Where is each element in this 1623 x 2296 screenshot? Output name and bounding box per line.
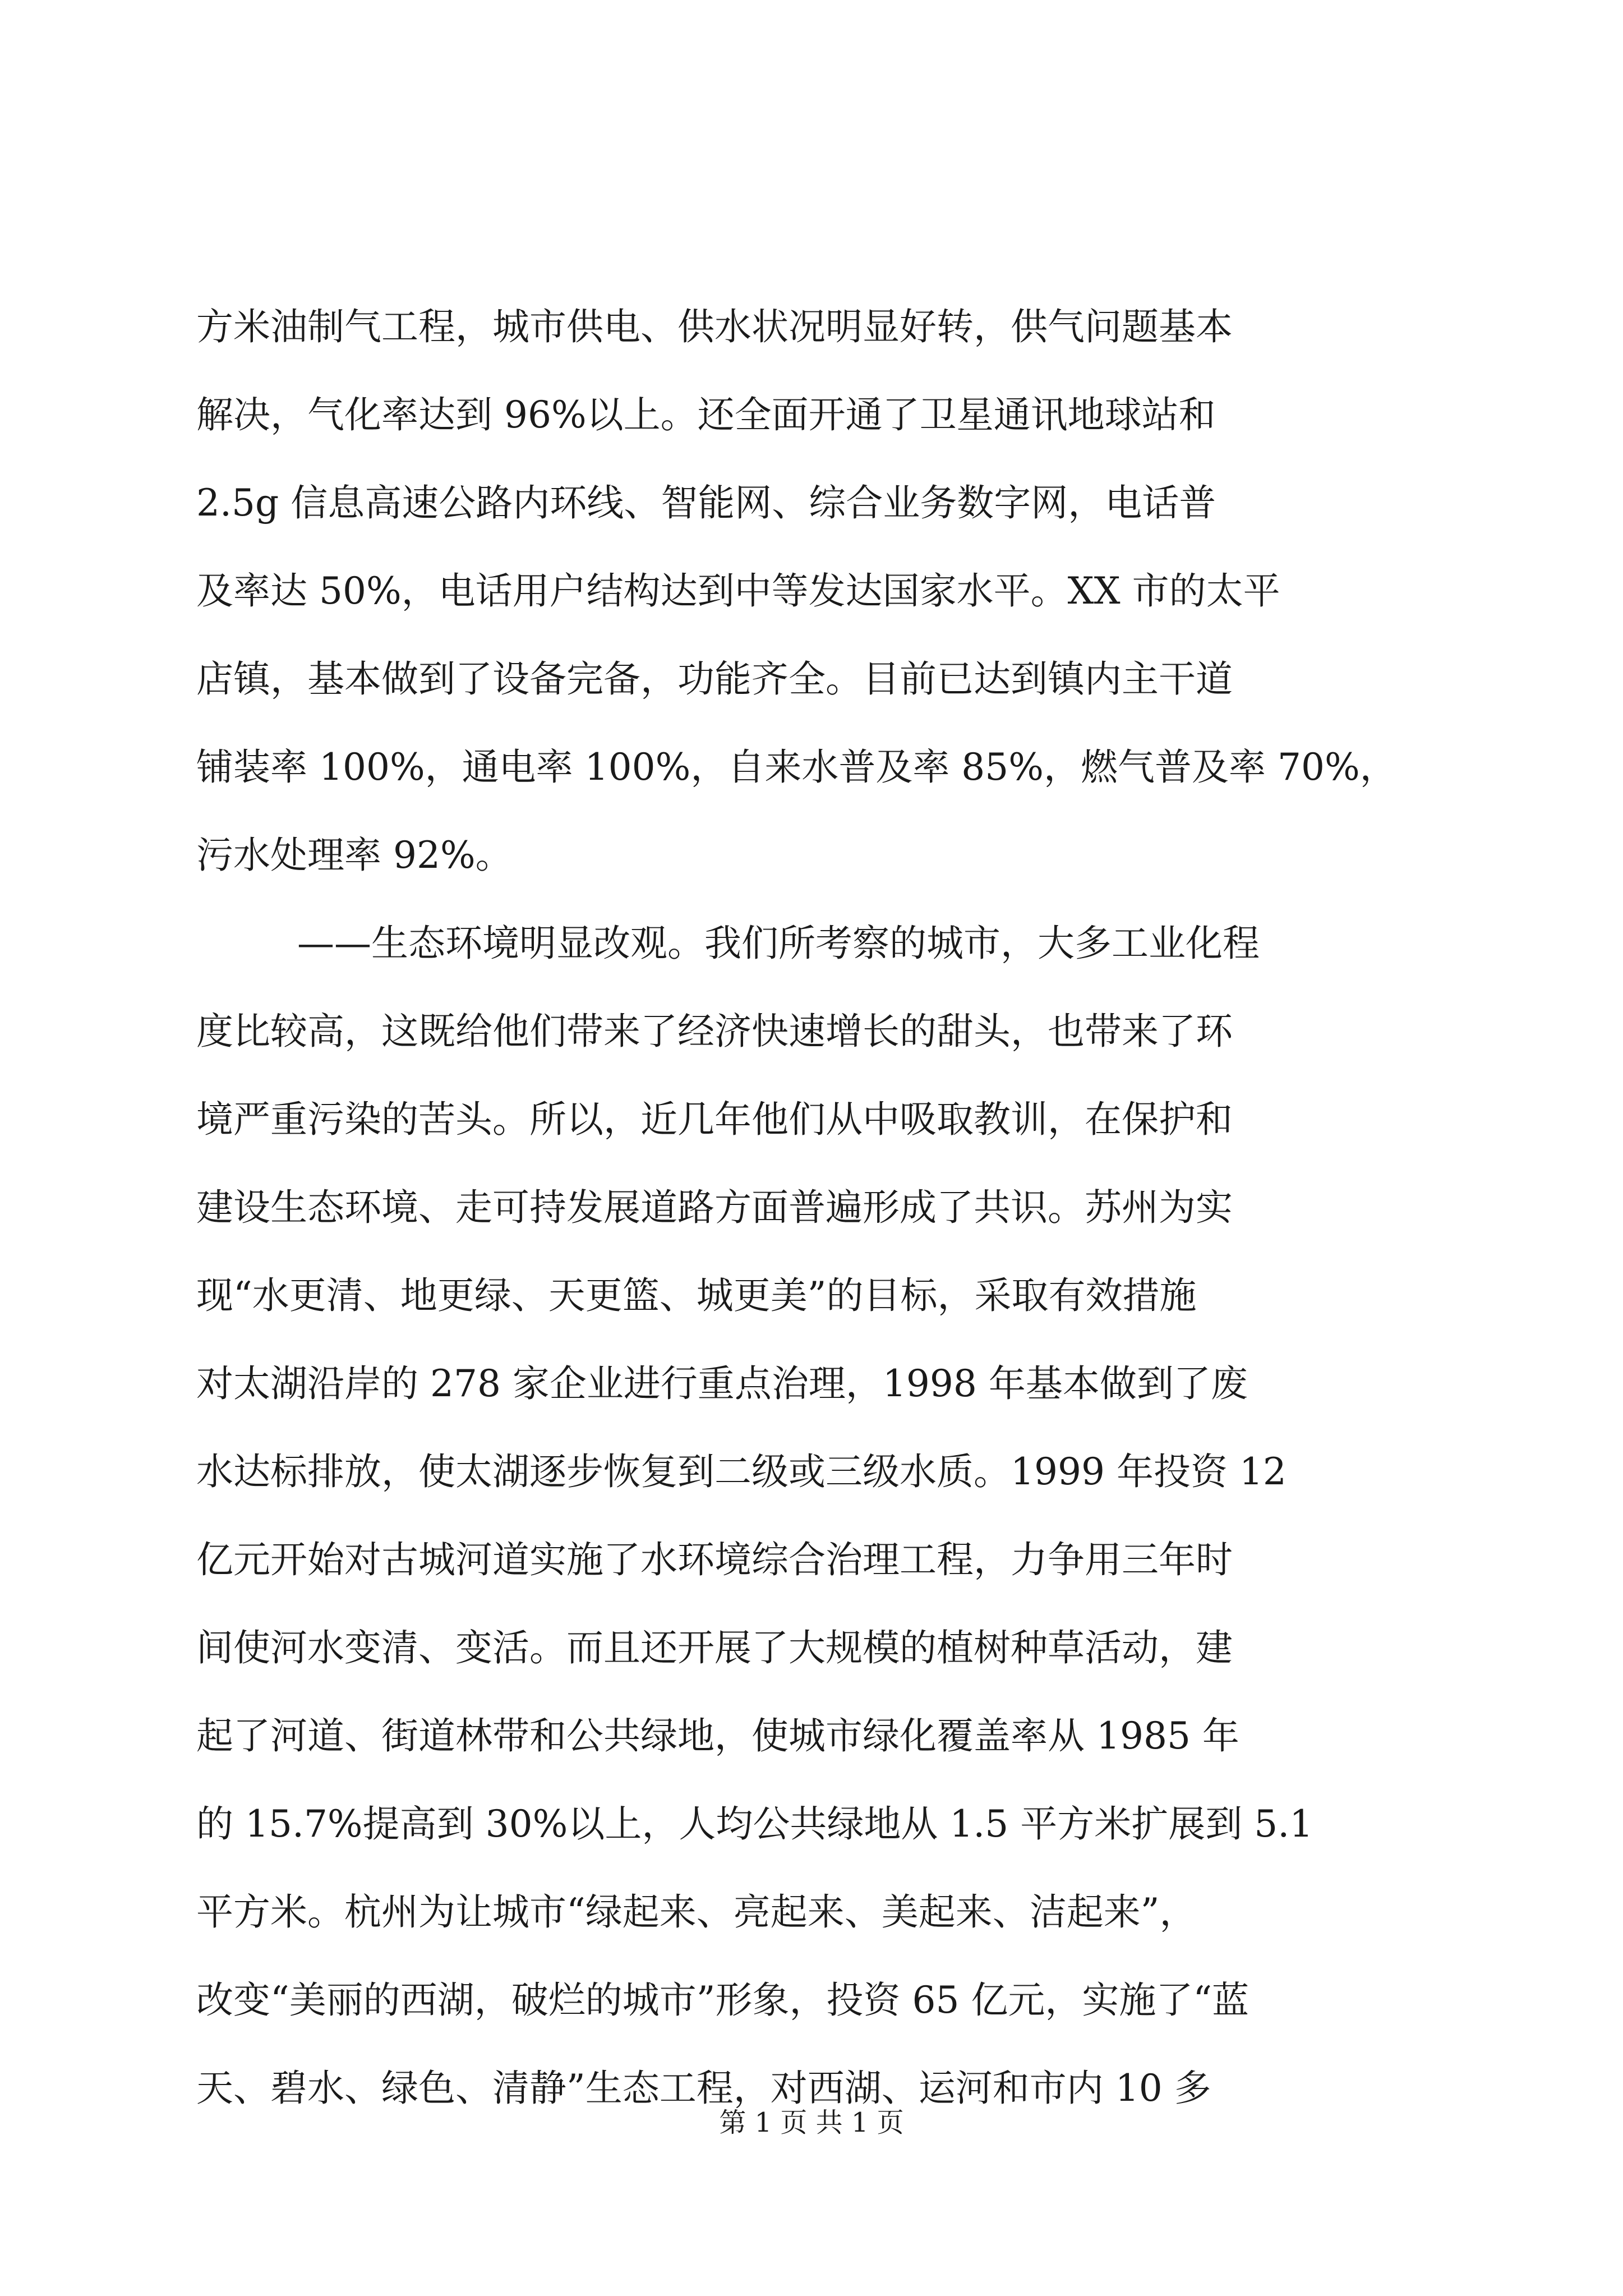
text-line: 度比较高，这既给他们带来了经济快速增长的甜头，也带来了环 [196,1010,1233,1053]
text-line: 污水处理率 92%。 [196,834,513,877]
text-line: 起了河道、街道林带和公共绿地，使城市绿化覆盖率从 1985 年 [196,1714,1239,1757]
text-line: 水达标排放，使太湖逐步恢复到二级或三级水质。1999 年投资 12 [196,1450,1287,1493]
text-line: 建设生态环境、走可持发展道路方面普遍形成了共识。苏州为实 [196,1186,1233,1229]
text-line: 对太湖沿岸的 278 家企业进行重点治理，1998 年基本做到了废 [196,1362,1248,1405]
text-line: 解决，气化率达到 96%以上。还全面开通了卫星通讯地球站和 [196,393,1216,436]
page-footer: 第 1 页 共 1 页 [719,2107,904,2138]
text-line: 铺装率 100%，通电率 100%，自来水普及率 85%，燃气普及率 70%， [196,746,1397,789]
paragraph-first-line: ——生态环境明显改观。我们所考察的城市，大多工业化程 [297,922,1260,965]
text-line: 间使河水变清、变活。而且还开展了大规模的植树种草活动，建 [196,1626,1233,1669]
text-line: 店镇，基本做到了设备完备，功能齐全。目前已达到镇内主干道 [196,657,1233,701]
text-line: 改变“美丽的西湖，破烂的城市”形象，投资 65 亿元，实施了“蓝 [196,1978,1249,2022]
text-line: 平方米。杭州为让城市“绿起来、亮起来、美起来、洁起来”， [196,1890,1197,1934]
text-line: 现“水更清、地更绿、天更篮、城更美”的目标，采取有效措施 [196,1274,1197,1317]
text-line: 亿元开始对古城河道实施了水环境综合治理工程，力争用三年时 [196,1538,1233,1581]
text-line: 方米油制气工程，城市供电、供水状况明显好转，供气问题基本 [196,305,1233,348]
text-line: 天、碧水、绿色、清静”生态工程，对西湖、运河和市内 10 多 [196,2067,1211,2110]
text-line: 2.5g 信息高速公路内环线、智能网、综合业务数字网，电话普 [196,481,1216,524]
text-line: 及率达 50%，电话用户结构达到中等发达国家水平。XX 市的太平 [196,569,1280,613]
text-line: 境严重污染的苦头。所以，近几年他们从中吸取教训，在保护和 [196,1098,1233,1141]
text-line: 的 15.7%提高到 30%以上，人均公共绿地从 1.5 平方米扩展到 5.1 [196,1802,1313,1846]
